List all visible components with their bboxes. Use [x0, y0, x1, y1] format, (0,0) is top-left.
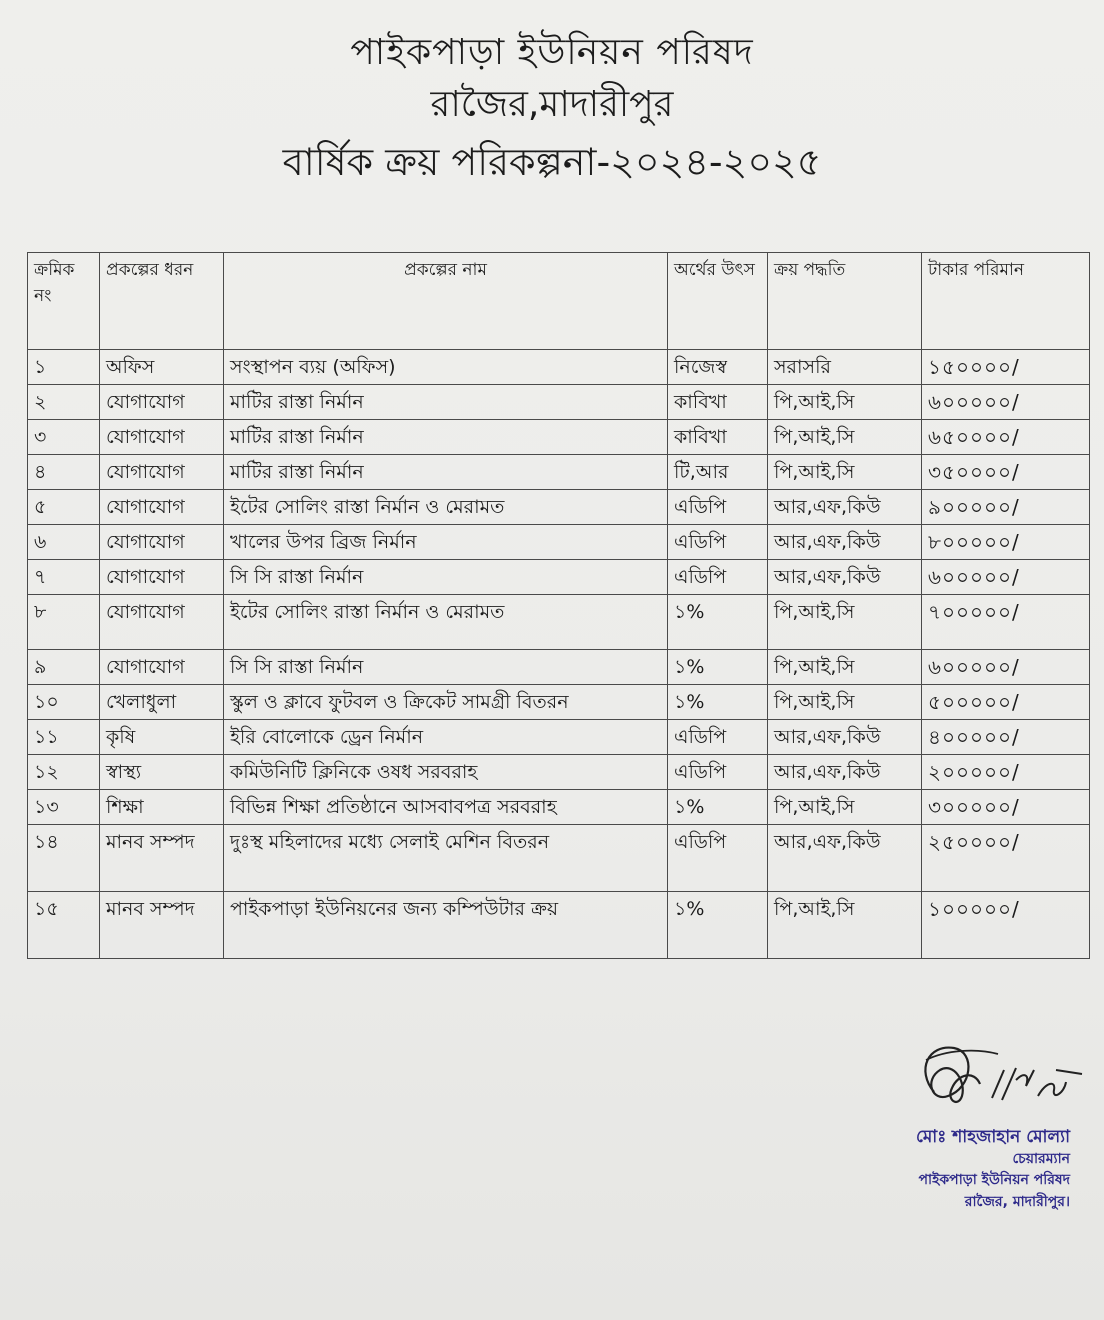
- cell-serial: ১২: [28, 755, 100, 790]
- cell-project-type: যোগাযোগ: [100, 560, 224, 595]
- cell-serial: ২: [28, 385, 100, 420]
- cell-amount: ৬০০০০০/: [922, 560, 1090, 595]
- cell-fund-source: ১%: [668, 685, 768, 720]
- table-row: [28, 350, 1090, 385]
- cell-procurement-method: আর,এফ,কিউ: [768, 720, 922, 755]
- cell-serial: ৯: [28, 650, 100, 685]
- cell-project-type: যোগাযোগ: [100, 490, 224, 525]
- table-header-row: [28, 253, 1090, 350]
- table-row: [28, 650, 1090, 685]
- cell-procurement-method: পি,আই,সি: [768, 685, 922, 720]
- cell-amount: ৫০০০০০/: [922, 685, 1090, 720]
- cell-project-type: যোগাযোগ: [100, 455, 224, 490]
- cell-procurement-method: পি,আই,সি: [768, 385, 922, 420]
- cell-project-type: শিক্ষা: [100, 790, 224, 825]
- cell-procurement-method: আর,এফ,কিউ: [768, 525, 922, 560]
- table-row: [28, 755, 1090, 790]
- cell-amount: ১০০০০০/: [922, 892, 1090, 959]
- cell-serial: ১৪: [28, 825, 100, 892]
- cell-procurement-method: পি,আই,সি: [768, 892, 922, 959]
- cell-serial: ১৫: [28, 892, 100, 959]
- cell-procurement-method: পি,আই,সি: [768, 455, 922, 490]
- cell-project-type: যোগাযোগ: [100, 525, 224, 560]
- cell-project-type: কৃষি: [100, 720, 224, 755]
- cell-fund-source: কাবিখা: [668, 385, 768, 420]
- cell-amount: ৬৫০০০০/: [922, 420, 1090, 455]
- table-row: [28, 825, 1090, 892]
- table-row: [28, 595, 1090, 650]
- union-council-title: পাইকপাড়া ইউনিয়ন পরিষদ: [350, 32, 754, 73]
- cell-procurement-method: আর,এফ,কিউ: [768, 560, 922, 595]
- cell-fund-source: এডিপি: [668, 490, 768, 525]
- cell-fund-source: এডিপি: [668, 560, 768, 595]
- table-row: [28, 685, 1090, 720]
- cell-fund-source: কাবিখা: [668, 420, 768, 455]
- cell-serial: ৫: [28, 490, 100, 525]
- cell-project-name: ইরি বোলোকে ড্রেন নির্মান: [224, 720, 668, 755]
- cell-project-type: মানব সম্পদ: [100, 825, 224, 892]
- cell-serial: ৩: [28, 420, 100, 455]
- cell-fund-source: ১%: [668, 790, 768, 825]
- chairman-role: চেয়ারম্যান: [1012, 1151, 1070, 1167]
- chairman-name: মোঃ শাহজাহান মোল্যা: [915, 1127, 1070, 1147]
- cell-procurement-method: পি,আই,সি: [768, 595, 922, 650]
- cell-fund-source: টি,আর: [668, 455, 768, 490]
- table-row: [28, 720, 1090, 755]
- table-row: [28, 420, 1090, 455]
- cell-project-type: স্বাস্থ্য: [100, 755, 224, 790]
- cell-procurement-method: পি,আই,সি: [768, 420, 922, 455]
- cell-fund-source: এডিপি: [668, 825, 768, 892]
- cell-amount: ৮০০০০০/: [922, 525, 1090, 560]
- cell-serial: ৮: [28, 595, 100, 650]
- cell-project-type: যোগাযোগ: [100, 595, 224, 650]
- cell-project-name: ইটের সোলিং রাস্তা নির্মান ও মেরামত: [224, 490, 668, 525]
- header-amount: টাকার পরিমান: [922, 253, 1090, 350]
- cell-serial: ৭: [28, 560, 100, 595]
- cell-project-type: অফিস: [100, 350, 224, 385]
- cell-project-name: দুঃস্থ মহিলাদের মধ্যে সেলাই মেশিন বিতরন: [224, 825, 668, 892]
- seal-organization: পাইকপাড়া ইউনিয়ন পরিষদ: [918, 1172, 1070, 1188]
- procurement-plan-table: [27, 252, 1090, 959]
- cell-procurement-method: আর,এফ,কিউ: [768, 825, 922, 892]
- cell-fund-source: এডিপি: [668, 755, 768, 790]
- header-serial: ক্রমিক নং: [28, 253, 100, 350]
- table-row: [28, 490, 1090, 525]
- cell-project-name: সি সি রাস্তা নির্মান: [224, 650, 668, 685]
- table-row: [28, 385, 1090, 420]
- table-row: [28, 455, 1090, 490]
- cell-project-name: খালের উপর ব্রিজ নির্মান: [224, 525, 668, 560]
- location-title: রাজৈর,মাদারীপুর: [430, 84, 674, 125]
- table-row: [28, 560, 1090, 595]
- cell-fund-source: এডিপি: [668, 720, 768, 755]
- cell-procurement-method: পি,আই,সি: [768, 650, 922, 685]
- cell-fund-source: এডিপি: [668, 525, 768, 560]
- table-row: [28, 892, 1090, 959]
- cell-procurement-method: সরাসরি: [768, 350, 922, 385]
- cell-serial: ১০: [28, 685, 100, 720]
- cell-procurement-method: আর,এফ,কিউ: [768, 490, 922, 525]
- cell-amount: ৬০০০০০/: [922, 650, 1090, 685]
- cell-project-name: পাইকপাড়া ইউনিয়নের জন্য কম্পিউটার ক্রয়: [224, 892, 668, 959]
- cell-fund-source: ১%: [668, 892, 768, 959]
- header-project-name: প্রকল্পের নাম: [224, 253, 668, 350]
- cell-project-type: মানব সম্পদ: [100, 892, 224, 959]
- table-body: [28, 350, 1090, 959]
- header-project-type: প্রকল্পের ধরন: [100, 253, 224, 350]
- cell-fund-source: ১%: [668, 595, 768, 650]
- cell-fund-source: নিজেস্ব: [668, 350, 768, 385]
- handwritten-signature: [906, 1030, 1096, 1120]
- cell-project-type: যোগাযোগ: [100, 420, 224, 455]
- cell-serial: ৬: [28, 525, 100, 560]
- cell-project-name: সি সি রাস্তা নির্মান: [224, 560, 668, 595]
- cell-amount: ৩০০০০০/: [922, 790, 1090, 825]
- table-row: [28, 790, 1090, 825]
- cell-amount: ৬০০০০০/: [922, 385, 1090, 420]
- cell-project-type: খেলাধুলা: [100, 685, 224, 720]
- seal-place: রাজৈর, মাদারীপুর।: [964, 1194, 1070, 1210]
- cell-serial: ১১: [28, 720, 100, 755]
- document-header: [0, 28, 1104, 192]
- cell-project-type: যোগাযোগ: [100, 650, 224, 685]
- cell-fund-source: ১%: [668, 650, 768, 685]
- cell-project-name: কমিউনিটি ক্লিনিকে ওষধ সরবরাহ: [224, 755, 668, 790]
- table-row: [28, 525, 1090, 560]
- header-procurement-method: ক্রয় পদ্ধতি: [768, 253, 922, 350]
- cell-project-name: বিভিন্ন শিক্ষা প্রতিষ্ঠানে আসবাবপত্র সরবরাহ: [224, 790, 668, 825]
- cell-amount: ৭০০০০০/: [922, 595, 1090, 650]
- cell-amount: ১৫০০০০/: [922, 350, 1090, 385]
- cell-amount: ৪০০০০০/: [922, 720, 1090, 755]
- cell-project-name: মাটির রাস্তা নির্মান: [224, 420, 668, 455]
- cell-amount: ২০০০০০/: [922, 755, 1090, 790]
- cell-serial: ১৩: [28, 790, 100, 825]
- cell-project-name: মাটির রাস্তা নির্মান: [224, 385, 668, 420]
- cell-amount: ২৫০০০০/: [922, 825, 1090, 892]
- cell-amount: ৯০০০০০/: [922, 490, 1090, 525]
- cell-serial: ৪: [28, 455, 100, 490]
- cell-project-type: যোগাযোগ: [100, 385, 224, 420]
- cell-project-name: ইটের সোলিং রাস্তা নির্মান ও মেরামত: [224, 595, 668, 650]
- cell-project-name: মাটির রাস্তা নির্মান: [224, 455, 668, 490]
- cell-procurement-method: পি,আই,সি: [768, 790, 922, 825]
- chairman-seal: [800, 1125, 1070, 1213]
- cell-serial: ১: [28, 350, 100, 385]
- header-fund-source: অর্থের উৎস: [668, 253, 768, 350]
- cell-amount: ৩৫০০০০/: [922, 455, 1090, 490]
- plan-title: বার্ষিক ক্রয় পরিকল্পনা-২০২৪-২০২৫: [282, 140, 822, 184]
- cell-procurement-method: আর,এফ,কিউ: [768, 755, 922, 790]
- cell-project-name: সংস্থাপন ব্যয় (অফিস): [224, 350, 668, 385]
- cell-project-name: স্কুল ও ক্লাবে ফুটবল ও ক্রিকেট সামগ্রী বিতরন: [224, 685, 668, 720]
